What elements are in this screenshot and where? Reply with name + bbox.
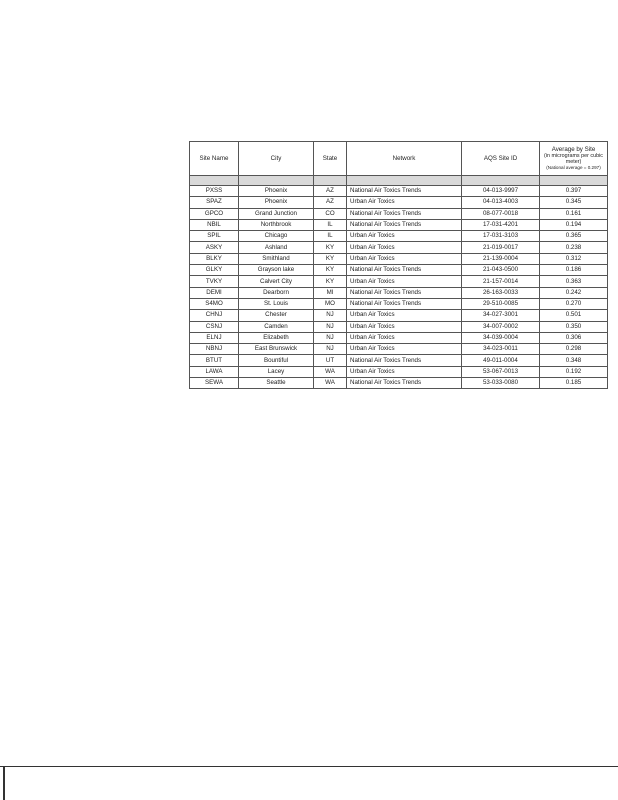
cell-site-name: GLKY [190, 265, 239, 276]
cell-city: Bountiful [239, 355, 314, 366]
cell-aqs-site-id: 17-031-3103 [462, 231, 540, 242]
header-city: City [239, 142, 314, 176]
table-row [190, 287, 608, 298]
cell-state: AZ [314, 186, 347, 197]
cell-site-name: BTUT [190, 355, 239, 366]
cell-network: National Air Toxics Trends [347, 186, 462, 197]
cell-average: 0.185 [540, 378, 608, 389]
cell-city: Dearborn [239, 287, 314, 298]
cell-site-name: ASKY [190, 242, 239, 253]
cell-network: Urban Air Toxics [347, 276, 462, 287]
cell-aqs-site-id: 21-139-0004 [462, 253, 540, 264]
table-row [190, 366, 608, 377]
cell-aqs-site-id: 17-031-4201 [462, 219, 540, 230]
cell-city: Elizabeth [239, 332, 314, 343]
site-average-table [189, 141, 608, 389]
footer-left-bar [3, 766, 5, 800]
cell-city: Chester [239, 310, 314, 321]
cell-city: Chicago [239, 231, 314, 242]
cell-average: 0.242 [540, 287, 608, 298]
cell-state: NJ [314, 310, 347, 321]
cell-state: UT [314, 355, 347, 366]
cell-average: 0.238 [540, 242, 608, 253]
header-state: State [314, 142, 347, 176]
cell-site-name: LAWA [190, 366, 239, 377]
header-network: Network [347, 142, 462, 176]
cell-state: KY [314, 253, 347, 264]
cell-city: East Brunswick [239, 344, 314, 355]
cell-aqs-site-id: 04-013-4003 [462, 197, 540, 208]
table-row [190, 355, 608, 366]
site-average-table-container [189, 141, 607, 389]
header-aqs-site-id: AQS Site ID [462, 142, 540, 176]
table-row [190, 298, 608, 309]
cell-network: Urban Air Toxics [347, 253, 462, 264]
table-row [190, 265, 608, 276]
cell-aqs-site-id: 26-163-0033 [462, 287, 540, 298]
cell-network: National Air Toxics Trends [347, 378, 462, 389]
cell-average: 0.312 [540, 253, 608, 264]
cell-network: Urban Air Toxics [347, 231, 462, 242]
cell-state: WA [314, 378, 347, 389]
table-row [190, 197, 608, 208]
cell-aqs-site-id: 53-067-0013 [462, 366, 540, 377]
cell-city: St. Louis [239, 298, 314, 309]
cell-city: Grayson lake [239, 265, 314, 276]
cell-average: 0.365 [540, 231, 608, 242]
cell-average: 0.350 [540, 321, 608, 332]
cell-state: CO [314, 208, 347, 219]
cell-state: WA [314, 366, 347, 377]
table-row [190, 219, 608, 230]
cell-state: IL [314, 231, 347, 242]
cell-aqs-site-id: 21-043-0500 [462, 265, 540, 276]
cell-network: Urban Air Toxics [347, 344, 462, 355]
cell-average: 0.397 [540, 186, 608, 197]
cell-state: NJ [314, 321, 347, 332]
cell-network: National Air Toxics Trends [347, 208, 462, 219]
cell-aqs-site-id: 34-027-3001 [462, 310, 540, 321]
cell-average: 0.306 [540, 332, 608, 343]
cell-state: MI [314, 287, 347, 298]
cell-network: Urban Air Toxics [347, 366, 462, 377]
cell-city: Northbrook [239, 219, 314, 230]
cell-network: Urban Air Toxics [347, 332, 462, 343]
cell-aqs-site-id: 34-039-0004 [462, 332, 540, 343]
cell-site-name: CHNJ [190, 310, 239, 321]
cell-site-name: GPCO [190, 208, 239, 219]
cell-average: 0.161 [540, 208, 608, 219]
cell-aqs-site-id: 34-007-0002 [462, 321, 540, 332]
cell-site-name: DEMI [190, 287, 239, 298]
header-average-note: (National average = 0.297) [546, 165, 601, 170]
cell-city: Phoenix [239, 186, 314, 197]
cell-aqs-site-id: 21-157-0014 [462, 276, 540, 287]
cell-average: 0.192 [540, 366, 608, 377]
cell-city: Seattle [239, 378, 314, 389]
cell-city: Grand Junction [239, 208, 314, 219]
cell-average: 0.270 [540, 298, 608, 309]
cell-site-name: CSNJ [190, 321, 239, 332]
cell-average: 0.501 [540, 310, 608, 321]
cell-network: National Air Toxics Trends [347, 265, 462, 276]
table-row [190, 378, 608, 389]
header-average [540, 142, 608, 176]
table-row [190, 208, 608, 219]
header-average-units: (in micrograms per cubic meter) [543, 153, 603, 165]
cell-network: National Air Toxics Trends [347, 219, 462, 230]
header-row [190, 142, 608, 176]
cell-site-name: TVKY [190, 276, 239, 287]
cell-network: National Air Toxics Trends [347, 287, 462, 298]
cell-network: Urban Air Toxics [347, 197, 462, 208]
cell-site-name: NBIL [190, 219, 239, 230]
table-row [190, 276, 608, 287]
cell-city: Ashland [239, 242, 314, 253]
cell-site-name: S4MO [190, 298, 239, 309]
cell-city: Phoenix [239, 197, 314, 208]
table-row [190, 186, 608, 197]
cell-network: Urban Air Toxics [347, 321, 462, 332]
cell-average: 0.298 [540, 344, 608, 355]
blank-shaded-row [190, 176, 608, 186]
header-average-title: Average by Site [551, 146, 596, 153]
cell-state: KY [314, 276, 347, 287]
cell-city: Camden [239, 321, 314, 332]
table-row [190, 310, 608, 321]
cell-aqs-site-id: 04-013-9997 [462, 186, 540, 197]
table-row [190, 321, 608, 332]
cell-site-name: BLKY [190, 253, 239, 264]
cell-network: Urban Air Toxics [347, 242, 462, 253]
cell-aqs-site-id: 53-033-0080 [462, 378, 540, 389]
cell-state: NJ [314, 332, 347, 343]
cell-aqs-site-id: 08-077-0018 [462, 208, 540, 219]
cell-aqs-site-id: 29-510-0085 [462, 298, 540, 309]
cell-network: National Air Toxics Trends [347, 355, 462, 366]
table-row [190, 332, 608, 343]
cell-city: Lacey [239, 366, 314, 377]
table-row [190, 344, 608, 355]
table-row [190, 242, 608, 253]
cell-state: AZ [314, 197, 347, 208]
cell-city: Smithland [239, 253, 314, 264]
cell-average: 0.348 [540, 355, 608, 366]
cell-average: 0.186 [540, 265, 608, 276]
cell-city: Calvert City [239, 276, 314, 287]
cell-site-name: PXSS [190, 186, 239, 197]
footer-divider [0, 766, 618, 767]
cell-site-name: ELNJ [190, 332, 239, 343]
table-row [190, 253, 608, 264]
cell-aqs-site-id: 49-011-0004 [462, 355, 540, 366]
cell-state: KY [314, 242, 347, 253]
cell-aqs-site-id: 34-023-0011 [462, 344, 540, 355]
table-body [190, 176, 608, 389]
cell-average: 0.345 [540, 197, 608, 208]
cell-state: MO [314, 298, 347, 309]
cell-state: IL [314, 219, 347, 230]
cell-average: 0.194 [540, 219, 608, 230]
cell-network: Urban Air Toxics [347, 310, 462, 321]
cell-site-name: SEWA [190, 378, 239, 389]
cell-site-name: SPAZ [190, 197, 239, 208]
table-row [190, 231, 608, 242]
cell-aqs-site-id: 21-019-0017 [462, 242, 540, 253]
cell-network: National Air Toxics Trends [347, 298, 462, 309]
cell-state: KY [314, 265, 347, 276]
cell-state: NJ [314, 344, 347, 355]
cell-average: 0.363 [540, 276, 608, 287]
header-site-name: Site Name [190, 142, 239, 176]
cell-site-name: NBNJ [190, 344, 239, 355]
cell-site-name: SPIL [190, 231, 239, 242]
